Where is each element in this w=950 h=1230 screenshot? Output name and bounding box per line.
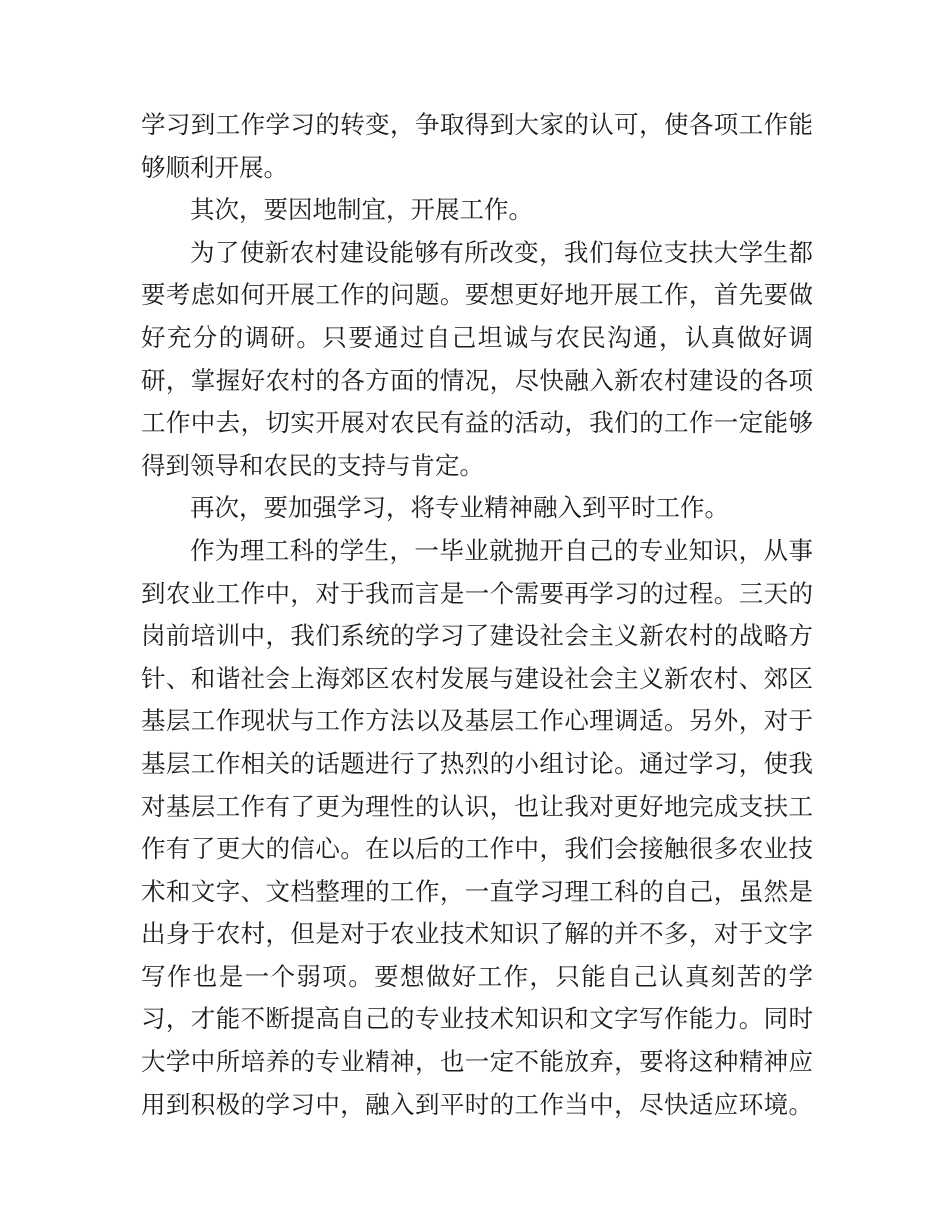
- paragraph-first-line: 再次，要加强学习，将专业精神融入到平时工作。: [190, 493, 729, 523]
- text-line: 用到积极的学习中，融入到平时的工作当中，尽快适应环境。: [141, 1089, 813, 1119]
- text-line: 针、和谐社会上海郊区农村发展与建设社会主义新农村、郊区: [141, 663, 813, 693]
- text-line: 要考虑如何开展工作的问题。要想更好地开展工作，首先要做: [141, 280, 813, 310]
- text-line: 岗前培训中，我们系统的学习了建设社会主义新农村的战略方: [141, 621, 813, 651]
- text-line: 作有了更大的信心。在以后的工作中，我们会接触很多农业技: [141, 834, 813, 864]
- text-line: 出身于农村，但是对于农业技术知识了解的并不多，对于文字: [141, 919, 813, 949]
- body-text: [141, 104, 813, 1126]
- text-line: 好充分的调研。只要通过自己坦诚与农民沟通，认真做好调: [141, 322, 813, 352]
- text-line: 大学中所培养的专业精神，也一定不能放弃，要将这种精神应: [141, 1047, 813, 1077]
- paragraph-first-line: 其次，要因地制宜，开展工作。: [190, 195, 533, 225]
- text-line: 习，才能不断提高自己的专业技术知识和文字写作能力。同时: [141, 1004, 813, 1034]
- text-line: 术和文字、文档整理的工作，一直学习理工科的自己，虽然是: [141, 876, 813, 906]
- text-line: 基层工作相关的话题进行了热烈的小组讨论。通过学习，使我: [141, 748, 813, 778]
- text-line: 到农业工作中，对于我而言是一个需要再学习的过程。三天的: [141, 578, 813, 608]
- paragraph-first-line: 作为理工科的学生，一毕业就抛开自己的专业知识，从事: [190, 535, 813, 565]
- text-line: 写作也是一个弱项。要想做好工作，只能自己认真刻苦的学: [141, 961, 813, 991]
- text-line: 对基层工作有了更为理性的认识，也让我对更好地完成支扶工: [141, 791, 813, 821]
- paragraph-first-line: 为了使新农村建设能够有所改变，我们每位支扶大学生都: [190, 237, 813, 267]
- text-line: 工作中去，切实开展对农民有益的活动，我们的工作一定能够: [141, 408, 813, 438]
- text-line: 够顺利开展。: [141, 152, 288, 182]
- text-line: 研，掌握好农村的各方面的情况，尽快融入新农村建设的各项: [141, 365, 813, 395]
- text-line: 得到领导和农民的支持与肯定。: [141, 450, 484, 480]
- text-line: 基层工作现状与工作方法以及基层工作心理调适。另外，对于: [141, 706, 813, 736]
- text-line: 学习到工作学习的转变，争取得到大家的认可，使各项工作能: [141, 110, 813, 139]
